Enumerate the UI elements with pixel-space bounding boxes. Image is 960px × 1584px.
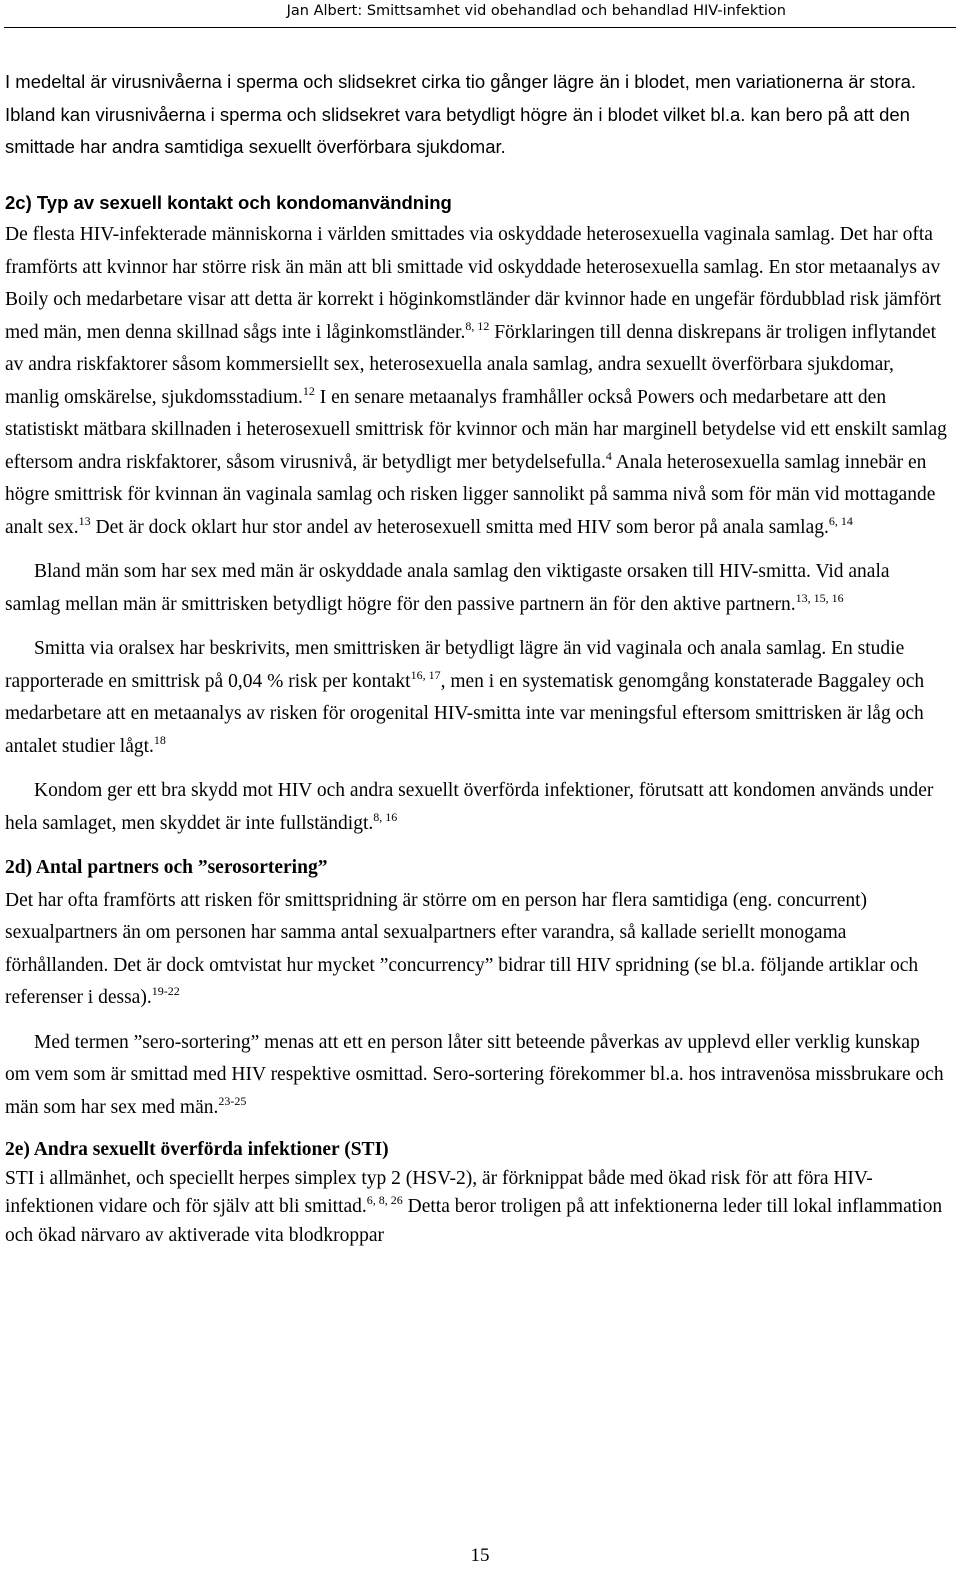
section-2e-heading: 2e) Andra sexuellt överförda infektioner (STI) <box>5 1139 389 1160</box>
section-2c-paragraph-3: Smitta via oralsex har beskrivits, men smittrisken är betydligt lägre än vid vaginala och anala samlag. En studie rapporterade en smittrisk på 0,04 % risk per kontakt$^{16, 17}$, men i en systematisk genomgång konstaterade Baggaley och medarbetare att en metaanalys av risken för orogenital HIV-smitta inte var meningsful eftersom smittrisken är låg och antalet studier lågt.$^{18}$ <box>5 638 925 757</box>
section-2d-paragraph-1: Det har ofta framförts att risken för smittspridning är större om en person har flera samtidiga (eng. concurrent) sexualpartners än om personen har samma antal sexualpartners efter varandra, så kallade seriellt monogama förhållanden. Det är dock omtvistat hur mycket ”concurrency” bidrar till HIV spridning (se bl.a. följande artiklar och referenser i dessa).$^{19-22}$ <box>5 889 919 1008</box>
citation: 6, 8, 26 <box>366 1193 403 1207</box>
citation: 8, 12 <box>465 318 490 333</box>
citation: 8, 16 <box>373 809 398 824</box>
section-2c-paragraph-1: De flesta HIV-infekterade människorna i världen smittades via oskyddade heterosexuella vaginala samlag. Det har ofta framförts att kvinnor har större risk än män att bli smittade vid oskyddade heterosexuella samlag. En stor metaanalys av Boily och medarbetare visar att detta är korrekt i höginkomstländer där kvinnor hade en ungefär fördubblad risk jämfört med män, men denna skillnad sågs inte i låginkomstländer.$^{8, 12}$ Förklaringen till denna diskrepans är troligen inflytandet av andra riskfaktorer såsom kommersiellt sex, heterosexuella anala samlag, andra sexuellt överförbara sjukdomar, manlig omskärelse, sjukdomsstadium.$^{12}$ I en senare metaanalys framhåller också Powers och medarbetare att den statistiskt mätbara skillnaden i heterosexuell smittrisk för kvinnor och män har marginell betydelse vid ett enskilt samlag eftersom andra riskfaktorer, såsom virusnivå, är betydligt mer betydelsefulla.$^4$ Anala heterosexuella samlag innebär en högre smittrisk för kvinnan än vaginala samlag och risken ligger sannolikt på samma nivå som för män vid mottagande analt sex.$^{13}$ Det är dock oklart hur stor andel av heterosexuell smitta med HIV som beror på anala samlag.$^{6, 14}$ <box>5 224 947 538</box>
section-2d-paragraph-2: Med termen ”sero-sortering” menas att ett en person låter sitt beteende påverkas av upplevd eller verklig kunskap om vem som är smittad med HIV respektive osmittad. Sero-sortering förekommer bl.a. hos intravenösa missbrukare och män som har sex med män.$^{23-25}$ <box>5 1031 944 1118</box>
citation: 18 <box>153 732 166 747</box>
intro-paragraph: I medeltal är virusnivåerna i sperma och slidsekret cirka tio gånger lägre än i blodet, men variationerna är stora. Ibland kan virusnivåerna i sperma och slidsekret vara betydligt högre än i blodet vilket bl.a. kan bero på att den smittade har andra samtidiga sexuellt överförbara sjukdomar. <box>5 71 917 157</box>
citation: 4 <box>605 448 612 463</box>
citation: 16, 17 <box>410 667 441 682</box>
running-header <box>0 0 960 27</box>
citation: 23-25 <box>218 1093 247 1108</box>
citation: 13, 15, 16 <box>795 590 844 605</box>
section-2c-heading: 2c) Typ av sexuell kontakt och kondomanvändning <box>5 191 452 213</box>
citation: 13 <box>78 513 91 528</box>
section-2c-paragraph-2: Bland män som har sex med män är oskyddade anala samlag den viktigaste orsaken till HIV-smitta. Vid anala samlag mellan män är smittrisken betydligt högre för den passive partnern än för den aktive partnern.$^{13, 15, 16}$ <box>5 561 890 615</box>
page-number: 15 <box>470 1545 490 1566</box>
header-divider <box>4 27 956 28</box>
section-2d-heading: 2d) Antal partners och ”serosortering” <box>5 857 328 878</box>
citation: 6, 14 <box>828 513 853 528</box>
page-body <box>5 66 949 1250</box>
citation: 19-22 <box>151 984 180 998</box>
citation: 12 <box>302 383 315 398</box>
section-2e-paragraph-1: STI i allmänhet, och speciellt herpes simplex typ 2 (HSV-2), är förknippat både med ökad risk för att föra HIV-infektionen vidare och för själv att bli smittad.$^{6, 8, 26}$ Detta beror troligen på att infektionerna leder till lokal inflammation och ökad närvaro av aktiverade vita blodkroppar <box>5 1167 943 1246</box>
section-2c-paragraph-4: Kondom ger ett bra skydd mot HIV och andra sexuellt överförda infektioner, förutsatt att kondomen används under hela samlaget, men skyddet är inte fullständigt.$^{8, 16}$ <box>5 780 934 834</box>
running-header-title: Jan Albert: Smittsamhet vid obehandlad och behandlad HIV-infektion <box>286 3 786 19</box>
